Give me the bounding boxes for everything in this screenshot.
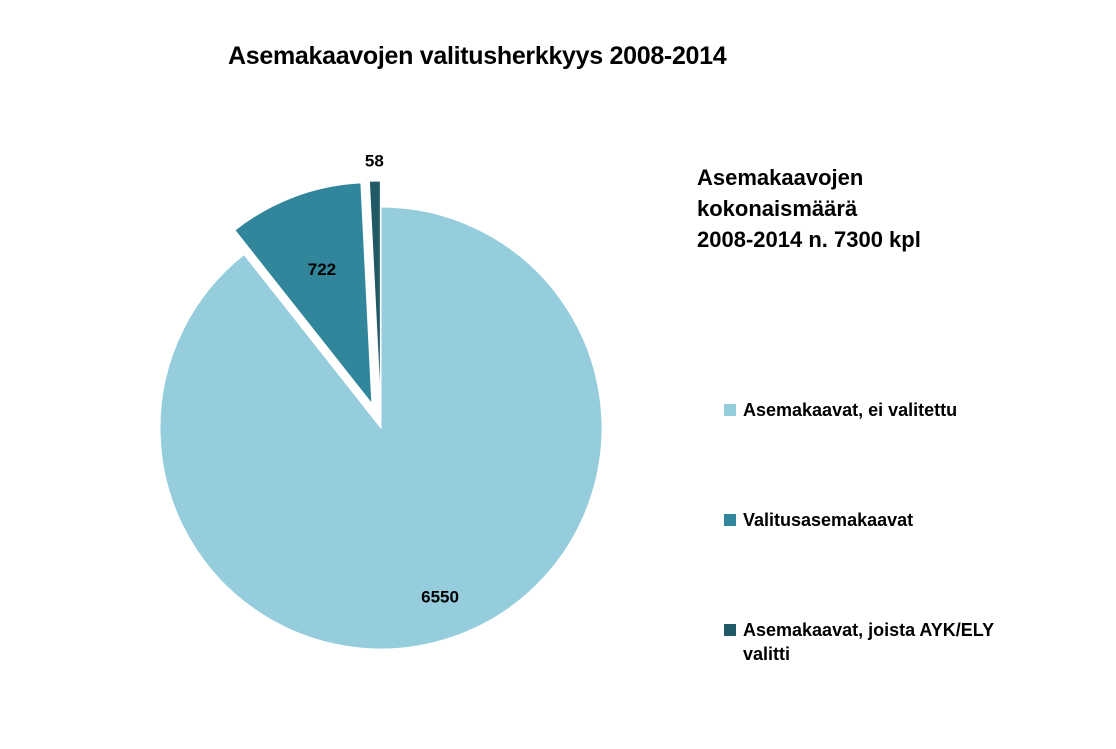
total-note-line-3: 2008-2014 n. 7300 kpl (697, 227, 921, 252)
slice-data-label: 722 (307, 260, 337, 280)
legend-item-ayk-ely (724, 618, 1094, 666)
legend-swatch (724, 404, 736, 416)
legend-item-appealed (724, 508, 1094, 532)
pie-slice (369, 181, 380, 402)
legend-swatch (724, 624, 736, 636)
legend-label: Asemakaavat, ei valitettu (743, 400, 958, 420)
slice-data-label: 58 (364, 151, 384, 171)
legend-item-not-appealed (724, 398, 1094, 422)
slice-data-label: 6550 (421, 587, 459, 607)
total-note (697, 162, 921, 255)
legend-label: Asemakaavat, joista AYK/ELY valitti (743, 620, 994, 664)
pie-slice (160, 207, 602, 649)
legend-label: Valitusasemakaavat (743, 510, 914, 530)
total-note-line-2: kokonaismäärä (697, 196, 858, 221)
chart-title: Asemakaavojen valitusherkkyys 2008-2014 (228, 42, 727, 70)
legend-swatch (724, 514, 736, 526)
total-note-line-1: Asemakaavojen (697, 165, 864, 190)
